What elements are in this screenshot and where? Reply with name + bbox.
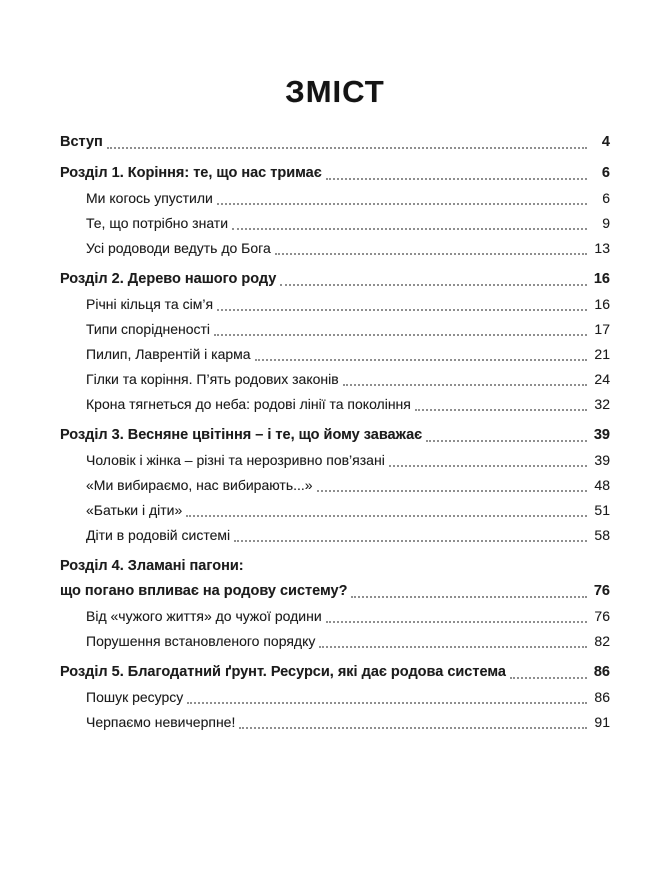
dot-leader (217, 309, 587, 311)
toc-entry-label: Розділ 1. Коріння: те, що нас тримає (60, 165, 322, 181)
toc-entry (60, 392, 610, 417)
dot-leader (415, 409, 587, 411)
toc-entry-label: Ми когось упустили (86, 190, 213, 206)
dot-leader (326, 621, 587, 623)
toc-entry-page: 76 (594, 608, 610, 624)
table-of-contents (60, 130, 610, 735)
toc-entry-page: 58 (594, 527, 610, 543)
toc-entry-label: Розділ 3. Весняне цвітіння – і те, що йому заважає (60, 427, 423, 443)
toc-entry (60, 473, 610, 498)
toc-entry (60, 448, 610, 473)
toc-entry-label: Розділ 2. Дерево нашого роду (60, 271, 277, 287)
toc-entry-label: Пилип, Лаврентій і карма (86, 346, 251, 362)
dot-leader (351, 596, 587, 598)
dot-leader (239, 727, 587, 729)
toc-entry-label: «Ми вибираємо, нас вибирають...» (86, 477, 313, 493)
toc-entry-page: 16 (593, 271, 610, 287)
toc-entry-label: Пошук ресурсу (86, 689, 184, 705)
dot-leader (280, 284, 587, 286)
toc-entry-label: Те, що потрібно знати (86, 215, 229, 231)
toc-entry (60, 342, 610, 367)
toc-entry-label: Усі родоводи ведуть до Бога (86, 240, 271, 256)
toc-entry-page: 9 (602, 215, 610, 231)
toc-entry (60, 604, 610, 629)
dot-leader (214, 334, 587, 336)
toc-entry-page: 86 (593, 664, 610, 680)
toc-entry-page: 91 (594, 714, 610, 730)
dot-leader (389, 465, 587, 467)
toc-entry (60, 236, 610, 261)
toc-entry (60, 629, 610, 654)
toc-entry-page: 6 (601, 165, 610, 181)
toc-entry-page: 4 (601, 134, 610, 150)
toc-entry (60, 579, 610, 604)
dot-leader (319, 646, 587, 648)
dot-leader (186, 515, 587, 517)
toc-entry-page: 86 (594, 689, 610, 705)
toc-entry-page: 48 (594, 477, 610, 493)
toc-entry-label: Черпаємо невичерпне! (86, 714, 236, 730)
dot-leader (234, 540, 587, 542)
toc-entry (60, 685, 610, 710)
toc-entry-page: 17 (594, 321, 610, 337)
toc-entry (60, 523, 610, 548)
toc-entry-page: 21 (594, 346, 610, 362)
toc-entry-page: 13 (594, 240, 610, 256)
toc-entry (60, 554, 610, 579)
dot-leader (510, 677, 587, 679)
toc-entry (60, 267, 610, 292)
toc-entry-page: 24 (594, 371, 610, 387)
toc-entry-label: Вступ (60, 134, 103, 150)
dot-leader (326, 178, 587, 180)
toc-entry-label: Порушення встановленого порядку (86, 633, 316, 649)
toc-entry-page: 6 (602, 190, 610, 206)
dot-leader (317, 490, 587, 492)
toc-entry-label: Річні кільця та сім’я (86, 296, 214, 312)
toc-entry (60, 130, 610, 155)
toc-entry-label: Розділ 5. Благодатний ґрунт. Ресурси, які дає родова система (60, 664, 506, 680)
toc-entry (60, 186, 610, 211)
toc-entry-page: 16 (594, 296, 610, 312)
dot-leader (275, 253, 587, 255)
dot-leader (187, 702, 587, 704)
toc-entry-label: Крона тягнеться до неба: родові лінії та покоління (86, 396, 411, 412)
toc-entry-label: Діти в родовій системі (86, 527, 231, 543)
toc-entry (60, 161, 610, 186)
dot-leader (217, 203, 587, 205)
toc-entry-page: 76 (593, 583, 610, 599)
toc-entry-page: 32 (594, 396, 610, 412)
toc-entry (60, 660, 610, 685)
toc-entry-page: 39 (594, 452, 610, 468)
toc-entry (60, 292, 610, 317)
toc-entry-label: Чоловік і жінка – різні та нерозривно пов’язані (86, 452, 385, 468)
dot-leader (255, 359, 587, 361)
toc-entry (60, 498, 610, 523)
dot-leader (232, 228, 587, 230)
dot-leader (107, 147, 587, 149)
page-title: ЗМІСТ (285, 74, 385, 109)
toc-entry (60, 423, 610, 448)
toc-entry-label: Типи спорідненості (86, 321, 211, 337)
toc-entry-label: Гілки та коріння. П’ять родових законів (86, 371, 339, 387)
toc-entry-page: 51 (594, 502, 610, 518)
toc-entry (60, 710, 610, 735)
dot-leader (343, 384, 587, 386)
toc-entry-label: Від «чужого життя» до чужої родини (86, 608, 322, 624)
toc-entry (60, 211, 610, 236)
toc-entry (60, 367, 610, 392)
toc-entry (60, 317, 610, 342)
toc-entry-page: 82 (594, 633, 610, 649)
toc-entry-label: Розділ 4. Зламані пагони: (60, 558, 244, 574)
toc-entry-page: 39 (593, 427, 610, 443)
dot-leader (426, 440, 587, 442)
toc-entry-label: «Батьки і діти» (86, 502, 183, 518)
toc-entry-label: що погано впливає на родову систему? (60, 583, 348, 599)
